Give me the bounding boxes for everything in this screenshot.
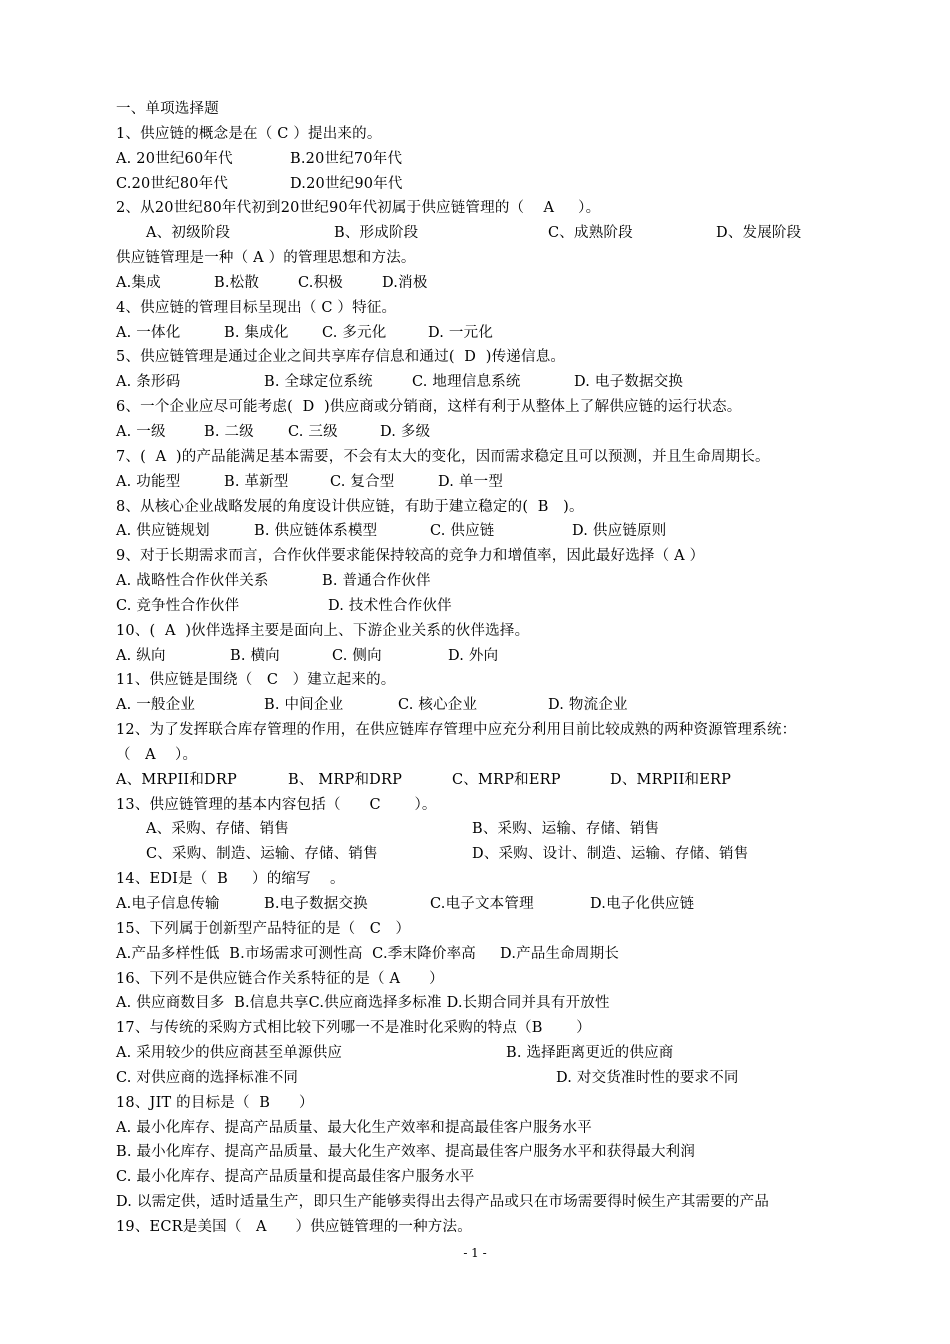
text-line: 13、供应链管理的基本内容包括（ C ）。 [116, 796, 437, 813]
option-text: A. 一般企业 [116, 697, 196, 714]
option-text: B.松散 [214, 274, 260, 291]
option-text: A. 20世纪60年代 [116, 150, 233, 167]
option-text: B. 全球定位系统 [264, 374, 373, 391]
text-line: 15、下列属于创新型产品特征的是（ C ） [116, 920, 411, 937]
text-line: 19、ECR是美国（ A ）供应链管理的一种方法。 [116, 1218, 472, 1235]
text-line: 17、与传统的采购方式相比较下列哪一不是准时化采购的特点（B ） [116, 1020, 591, 1037]
options-row [116, 221, 876, 246]
option-text: B. 选择距离更近的供应商 [506, 1045, 674, 1062]
option-text: D. 供应链原则 [572, 523, 667, 540]
text-line: 18、JIT 的目标是（ B ） [116, 1094, 314, 1111]
option-text: C. 地理信息系统 [412, 374, 521, 391]
options-row [116, 569, 876, 594]
option-text: B. 普通合作伙伴 [322, 573, 431, 590]
text-line: 6、一个企业应尽可能考虑( D )供应商或分销商，这样有利于从整体上了解供应链的运行状态。 [116, 399, 742, 416]
option-text: C. 核心企业 [398, 697, 478, 714]
option-text: B. 中间企业 [264, 697, 344, 714]
option-text: D.消极 [382, 274, 428, 291]
options-row [116, 594, 876, 619]
option-text: D. 物流企业 [548, 697, 628, 714]
option-text: D. 对交货准时性的要求不同 [556, 1069, 739, 1086]
options-row [116, 271, 876, 296]
text-line: C. 最小化库存、提高产品质量和提高最佳客户服务水平 [116, 1169, 475, 1186]
option-text: A. 功能型 [116, 473, 181, 490]
option-text: D.电子化供应链 [590, 896, 695, 912]
option-text: B. 集成化 [224, 324, 289, 341]
text-line: （ A ）。 [116, 746, 198, 763]
option-text: A. 纵向 [116, 647, 166, 664]
text-line: B. 最小化库存、提高产品质量、最大化生产效率、提高最佳客户服务水平和获得最大利润 [116, 1144, 696, 1161]
text-line: A. 供应商数目多 B.信息共享C.供应商选择多标准 D.长期合同并具有开放性 [116, 995, 610, 1012]
option-text: A、MRPII和DRP [116, 771, 237, 788]
option-text: C. 对供应商的选择标准不同 [116, 1069, 299, 1086]
option-text: C. 多元化 [322, 324, 387, 341]
option-text: A. 采用较少的供应商甚至单源供应 [116, 1045, 343, 1062]
options-row [116, 1041, 876, 1066]
text-line: 1、供应链的概念是在（ C ）提出来的。 [116, 125, 382, 142]
option-text: A、采购、存储、销售 [146, 821, 289, 838]
text-line: 10、( A )伙伴选择主要是面向上、下游企业关系的伙伴选择。 [116, 622, 530, 639]
option-text: C.20世纪80年代 [116, 175, 229, 192]
option-text: C. 复合型 [330, 473, 395, 490]
options-row [116, 519, 876, 544]
option-text: B. 供应链体系模型 [254, 523, 378, 540]
option-text: D. 单一型 [438, 473, 504, 490]
text-line: 9、对于长期需求而言，合作伙伴要求能保持较高的竞争力和增值率，因此最好选择（ A ） [116, 548, 705, 565]
text-line: 7、( A )的产品能满足基本需要，不会有太大的变化，因而需求稳定且可以预测，并且生命周期长。 [116, 448, 770, 465]
option-text: C、MRP和ERP [452, 771, 561, 788]
option-text: B、形成阶段 [334, 225, 419, 242]
options-row [116, 172, 876, 197]
option-text: D、采购、设计、制造、运输、存储、销售 [472, 846, 749, 863]
options-row [116, 321, 876, 346]
options-row [116, 147, 876, 172]
options-row [116, 644, 876, 669]
option-text: C. 侧向 [332, 647, 382, 664]
option-text: A. 战略性合作伙伴关系 [116, 573, 269, 590]
option-text: C. 竞争性合作伙伴 [116, 597, 240, 614]
option-text: C、采购、制造、运输、存储、销售 [146, 846, 378, 863]
option-text: C、成熟阶段 [548, 225, 633, 242]
option-text: A.电子信息传输 [116, 896, 220, 912]
option-text: A.集成 [116, 274, 161, 291]
section-title: 一、单项选择题 [116, 101, 219, 117]
option-text: C. 三级 [288, 423, 338, 440]
text-line: A.产品多样性低 B.市场需求可测性高 C.季末降价率高 D.产品生命周期长 [116, 945, 620, 962]
page-number: - 1 - [463, 1246, 487, 1260]
option-text: D.20世纪90年代 [290, 175, 403, 192]
option-text: D. 外向 [448, 647, 499, 664]
option-text: D. 多级 [380, 423, 431, 440]
options-row [116, 693, 876, 718]
option-text: A. 条形码 [116, 374, 181, 391]
option-text: B. 革新型 [224, 473, 289, 490]
text-line: 11、供应链是围绕（ C ）建立起来的。 [116, 672, 396, 689]
document-body [116, 97, 876, 1240]
options-row [116, 420, 876, 445]
text-line: A. 最小化库存、提高产品质量、最大化生产效率和提高最佳客户服务水平 [116, 1119, 592, 1136]
text-line: 12、为了发挥联合库存管理的作用，在供应链库存管理中应充分利用目前比较成熟的两种资源管理系统： [116, 722, 797, 739]
option-text: B、 MRP和DRP [288, 771, 403, 788]
options-row [116, 1066, 876, 1091]
option-text: B.20世纪70年代 [290, 150, 403, 167]
text-line: 8、从核心企业战略发展的角度设计供应链，有助于建立稳定的( B )。 [116, 498, 584, 515]
options-row [116, 768, 876, 793]
option-text: B.电子数据交换 [264, 896, 368, 912]
options-row [116, 370, 876, 395]
text-line: D. 以需定供，适时适量生产，即只生产能够卖得出去得产品或只在市场需要得时候生产其需要的产品 [116, 1194, 770, 1211]
text-line: 14、EDI是（ B ）的缩写 。 [116, 871, 345, 888]
option-text: C.积极 [298, 274, 343, 291]
text-line: 供应链管理是一种（ A ）的管理思想和方法。 [116, 250, 416, 267]
option-text: A. 一级 [116, 423, 166, 440]
options-row [116, 842, 876, 867]
text-line: 16、下列不是供应链合作关系特征的是（ A ） [116, 970, 444, 987]
option-text: D. 电子数据交换 [574, 374, 684, 391]
option-text: D、MRPII和ERP [610, 771, 732, 788]
option-text: C. 供应链 [430, 523, 495, 540]
options-row [116, 470, 876, 495]
option-text: D. 技术性合作伙伴 [328, 597, 452, 614]
text-line: 5、供应链管理是通过企业之间共享库存信息和通过( D )传递信息。 [116, 349, 566, 366]
option-text: A. 供应链规划 [116, 523, 210, 540]
text-line: 4、供应链的管理目标呈现出（ C ）特征。 [116, 299, 397, 316]
option-text: B. 横向 [230, 647, 280, 664]
options-row [116, 817, 876, 842]
option-text: A. 一体化 [116, 324, 181, 341]
option-text: A、初级阶段 [146, 225, 231, 242]
options-row [116, 892, 876, 917]
text-line: 2、从20世纪80年代初到20世纪90年代初属于供应链管理的（ A ）。 [116, 200, 601, 217]
option-text: D. 一元化 [428, 324, 494, 341]
option-text: C.电子文本管理 [430, 896, 534, 912]
option-text: B、采购、运输、存储、销售 [472, 821, 660, 838]
option-text: B. 二级 [204, 423, 254, 440]
option-text: D、发展阶段 [716, 225, 802, 242]
